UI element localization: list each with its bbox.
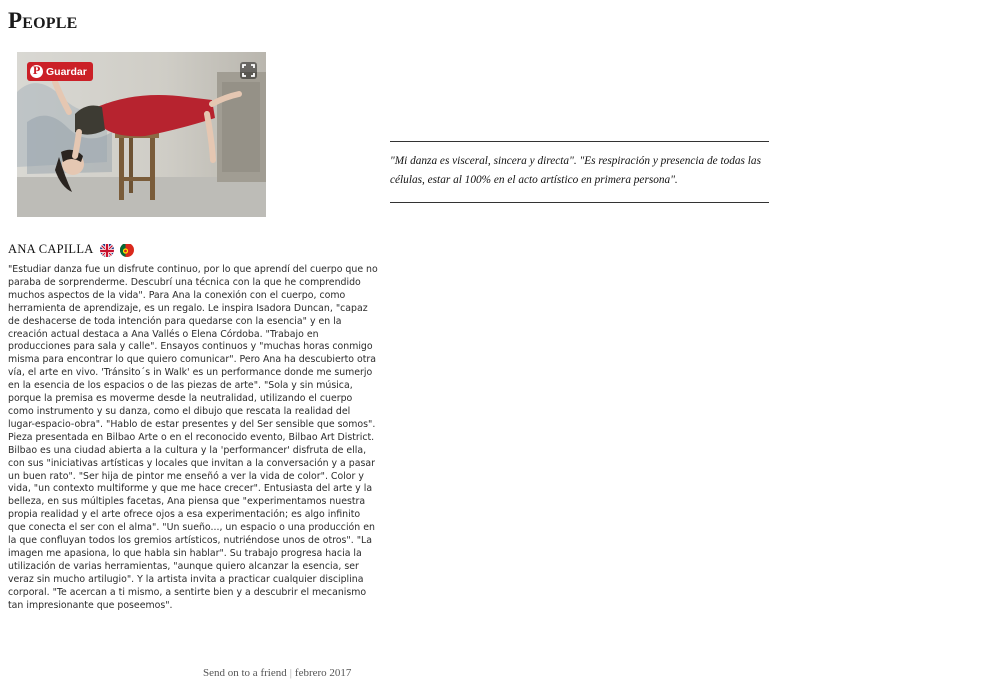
footer-separator: | <box>289 667 292 679</box>
pull-quote-text: "Mi danza es visceral, sincera y directa". "Es respiración y presencia de todas las células, estar al 100% en el acto artístico en primera persona". <box>390 155 761 186</box>
artist-name: ANA CAPILLA <box>8 242 94 256</box>
publish-date: febrero 2017 <box>294 667 352 679</box>
pull-quote <box>390 141 769 203</box>
send-to-friend-link[interactable]: Send on to a friend <box>203 667 287 679</box>
artist-name-row <box>8 242 134 257</box>
pinterest-save-button[interactable] <box>27 62 93 81</box>
portugal-flag-icon[interactable] <box>120 243 134 257</box>
page-title: People <box>8 8 78 33</box>
pinterest-icon: P <box>30 65 43 78</box>
uk-flag-icon[interactable] <box>100 243 114 257</box>
save-button-label: Guardar <box>46 65 87 78</box>
expand-icon[interactable] <box>240 62 257 79</box>
article-footer <box>203 667 351 679</box>
artist-bio: "Estudiar danza fue un disfrute continuo, por lo que aprendí del cuerpo que no paraba de sorprenderme. Descubrí una técnica con la que he comprendido muchos aspectos de la vida". Para Ana la conexión con el cuerpo, como herramienta de aprendizaje, es un regalo. Le inspira Isadora Duncan, "capaz de deshacerse de toda intención para quedarse con la esencia" y en la creación actual destaca a Ana Vallés o Elena Córdoba. "Trabajo en producciones para sala y calle". Ensayos continuos y "muchas horas conmigo misma para encontrar lo que quiero comunicar". Pero Ana ha descubierto otra vía, el arte en vivo. 'Tránsito´s in Walk' es un performance donde me sumerjo en la esencia de los espacios o de las piezas de arte". "Sola y sin música, porque la premisa es moverme desde la neutralidad, utilizando el cuerpo como instrumento y su danza, como el dibujo que rescata la realidad del lugar-espacio-obra". "Hablo de estar presentes y del Ser sensible que somos". Pieza presentada en Bilbao Arte o en el reconocido evento, Bilbao Art District. Bilbao es una ciudad abierta a la cultura y la 'performancer' disfruta de ella, con sus "iniciativas artísticas y locales que invitan a la conversación y a pasar un buen rato". "Ser hija de pintor me enseñó a ver la vida de color". Color y vida, "un contexto multiforme y que me hace crecer". Entusiasta del arte y la belleza, en sus múltiples facetas, Ana piensa que "experimentamos nuestra propia realidad y el arte ofrece ojos a esa experimentación; es algo infinito que conecta el ser con el alma". "Un sueño..., un espacio o una producción en la que confluyan todos los gremios artísticos, nutriéndose unos de otros". "La imagen me apasiona, lo que habla sin hablar". Su trabajo progresa hacia la utilización de varias herramientas, "aunque quiero alcanzar la esencia, ser veraz sin mucho artilugio". Y la artista invita a practicar cualquier disciplina corporal. "Te acercan a ti mismo, a sentirte bien y a descubrir el mecanismo tan impresionante que poseemos". <box>8 264 378 611</box>
artist-photo <box>17 52 266 217</box>
